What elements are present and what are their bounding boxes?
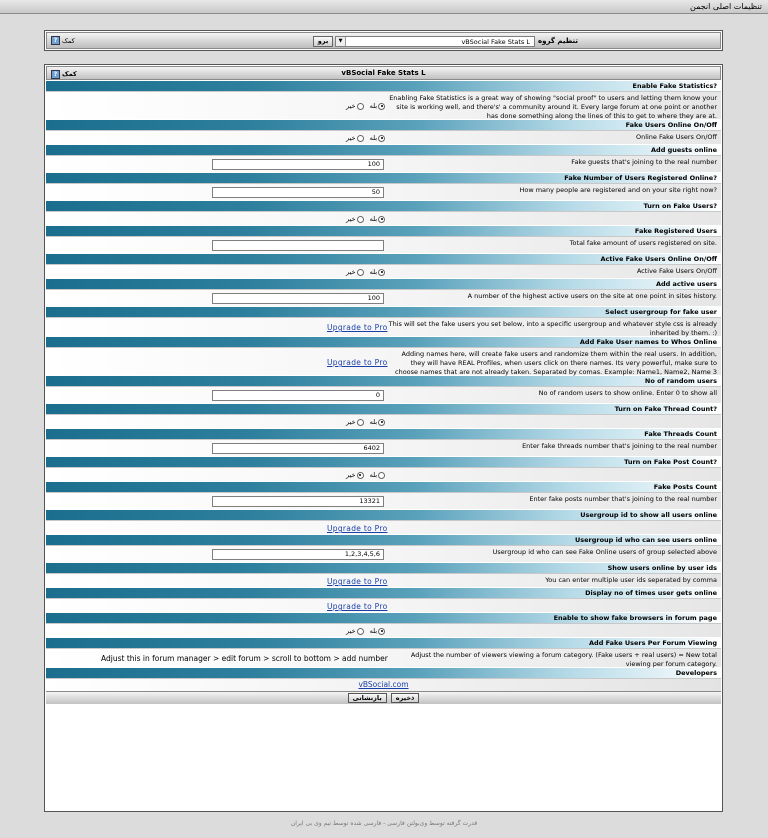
setting-header: Add guests online — [46, 144, 721, 155]
radio-button[interactable] — [378, 472, 385, 479]
radio-label: خیر — [346, 627, 356, 635]
radio-button[interactable] — [357, 472, 364, 479]
setting-description: Adding names here, will create fake users and randomize them within the real users. In addition, they will have REAL Profiles, when users click on there names. Its very powerful, make sure to choose names that are not already taken. Separated by comas. Example: Name1, Name2, Name 3 — [395, 350, 717, 376]
radio-button[interactable] — [357, 216, 364, 223]
radio-yes[interactable] — [370, 102, 385, 110]
radio-button[interactable] — [357, 628, 364, 635]
setting-input[interactable]: 0 — [212, 390, 384, 401]
upgrade-to-pro-link[interactable]: Upgrade to Pro — [327, 358, 388, 367]
settings-table — [44, 64, 723, 812]
setting-header: Fake Users Online On/Off — [46, 119, 721, 130]
help-icon: ? — [51, 36, 60, 45]
chevron-down-icon: ▼ — [336, 37, 346, 46]
setting-header: Enable to show fake browsers in forum page — [46, 612, 721, 623]
setting-input[interactable] — [212, 240, 384, 251]
setting-description: Adjust the number of viewers viewing a forum category. (Fake users + real users) = New total viewing per forum category. — [410, 651, 717, 668]
radio-no[interactable] — [346, 134, 364, 142]
setting-description: Usergroup id who can see Fake Online users of group selected above — [492, 548, 717, 556]
group-select-bar — [44, 30, 723, 51]
window-title: تنظیمات اصلی انجمن — [0, 0, 768, 14]
radio-no[interactable] — [346, 627, 364, 635]
setting-header: Add active users — [46, 278, 721, 289]
setting-row — [46, 386, 721, 403]
radio-label: خیر — [346, 102, 356, 110]
setting-description: Enabling Fake Statistics is a great way of showing "social proof" to users and letting them know your site is working well, and there's' a community around it. Every large forum at one point or another has done something along the lines of this to get to where they are at. — [389, 94, 717, 120]
setting-header: Fake Threads Count — [46, 428, 721, 439]
developers-link[interactable]: vBSocial.com — [358, 680, 409, 689]
setting-input[interactable]: 50 — [212, 187, 384, 198]
setting-header: Show users online by user ids — [46, 562, 721, 573]
setting-radio-group — [346, 627, 385, 635]
setting-header: Display no of times user gets online — [46, 587, 721, 598]
help-label: کمک — [62, 70, 77, 78]
setting-radio-group — [346, 215, 385, 223]
setting-row — [46, 492, 721, 509]
radio-no[interactable] — [346, 471, 364, 479]
setting-row — [46, 347, 721, 375]
radio-label: بله — [369, 418, 378, 426]
group-select-value: vBSocial Fake Stats L — [461, 37, 530, 46]
setting-header: Fake Posts Count — [46, 481, 721, 492]
setting-row — [46, 439, 721, 456]
upgrade-to-pro-link[interactable]: Upgrade to Pro — [327, 602, 388, 611]
radio-button[interactable] — [357, 103, 364, 110]
radio-label: خیر — [346, 134, 356, 142]
setting-header: Select usergroup for fake user — [46, 306, 721, 317]
group-select[interactable] — [335, 36, 535, 47]
radio-label: بله — [369, 215, 378, 223]
setting-header: Fake Number of Users Registered Online? — [46, 172, 721, 183]
radio-yes[interactable] — [370, 418, 385, 426]
setting-row — [46, 183, 721, 200]
setting-header: Usergroup id to show all users online — [46, 509, 721, 520]
radio-button[interactable] — [378, 269, 385, 276]
setting-row — [46, 91, 721, 119]
setting-header: Turn on Fake Users? — [46, 200, 721, 211]
radio-label: بله — [369, 471, 378, 479]
radio-no[interactable] — [346, 215, 364, 223]
group-select-label: تنظیم گروه — [538, 37, 578, 45]
setting-radio-group — [346, 268, 385, 276]
radio-button[interactable] — [357, 419, 364, 426]
go-button[interactable]: برو — [313, 36, 333, 47]
setting-header: Active Fake Users Online On/Off — [46, 253, 721, 264]
setting-row — [46, 545, 721, 562]
setting-row — [46, 155, 721, 172]
radio-no[interactable] — [346, 268, 364, 276]
setting-description: Total fake amount of users registered on site. — [569, 239, 717, 247]
setting-note: Adjust this in forum manager > edit forum > scroll to bottom > add number — [101, 654, 388, 663]
radio-no[interactable] — [346, 102, 364, 110]
setting-description: This will set the fake users you set below, into a specific usergroup and whatever style css is already inherited by them. :) — [388, 320, 717, 337]
setting-header: Turn on Fake Thread Count? — [46, 403, 721, 414]
upgrade-to-pro-link[interactable]: Upgrade to Pro — [327, 323, 388, 332]
developers-header: Developers — [46, 667, 721, 678]
radio-button[interactable] — [378, 628, 385, 635]
radio-label: بله — [369, 134, 378, 142]
radio-yes[interactable] — [370, 134, 385, 142]
setting-row — [46, 520, 721, 534]
setting-description: No of random users to show online. Enter 0 to show all — [538, 389, 717, 397]
setting-row — [46, 648, 721, 667]
setting-description: Fake guests that's joining to the real number — [571, 158, 717, 166]
reset-button[interactable]: بازنشانی — [348, 693, 387, 703]
radio-label: بله — [369, 268, 378, 276]
radio-label: خیر — [346, 471, 356, 479]
radio-button[interactable] — [357, 135, 364, 142]
setting-description: Enter fake threads number that's joining to the real number — [522, 442, 717, 450]
setting-row — [46, 264, 721, 278]
help-icon: ? — [51, 70, 60, 79]
setting-header: Add Fake Users Per Forum Viewing — [46, 637, 721, 648]
copyright: قدرت گرفته توسط وی‌بولتن فارسی - فارسی شده توسط تیم وی بی ایران — [290, 820, 478, 827]
setting-header: Add Fake User names to Whos Online — [46, 336, 721, 347]
radio-yes[interactable] — [370, 215, 385, 223]
radio-button[interactable] — [378, 103, 385, 110]
setting-row — [46, 317, 721, 336]
setting-input[interactable]: 6402 — [212, 443, 384, 454]
setting-row — [46, 211, 721, 225]
setting-header: Enable Fake Statistics? — [46, 80, 721, 91]
button-row — [46, 691, 721, 704]
setting-radio-group — [346, 102, 385, 110]
setting-input[interactable]: 100 — [212, 159, 384, 170]
setting-radio-group — [346, 418, 385, 426]
setting-header: Turn on Fake Post Count? — [46, 456, 721, 467]
radio-button[interactable] — [378, 419, 385, 426]
radio-no[interactable] — [346, 418, 364, 426]
radio-label: خیر — [346, 215, 356, 223]
radio-label: خیر — [346, 268, 356, 276]
setting-input[interactable]: 13321 — [212, 496, 384, 507]
setting-row — [46, 573, 721, 587]
setting-row — [46, 289, 721, 306]
setting-header: No of random users — [46, 375, 721, 386]
table-title: vBSocial Fake Stats L — [341, 69, 426, 77]
radio-yes[interactable] — [370, 268, 385, 276]
setting-description: A number of the highest active users on the site at one point in sites history. — [467, 292, 717, 300]
settings-rows — [46, 80, 721, 667]
radio-button[interactable] — [378, 135, 385, 142]
table-help-link[interactable] — [51, 68, 77, 80]
help-link[interactable] — [51, 36, 75, 45]
setting-row — [46, 414, 721, 428]
setting-description: How many people are registered and on your site right now? — [519, 186, 717, 194]
help-label: کمک — [62, 36, 75, 45]
radio-button[interactable] — [357, 269, 364, 276]
setting-description: You can enter multiple user ids seperated by comma — [545, 576, 717, 584]
setting-description: Online Fake Users On/Off — [635, 133, 717, 141]
setting-radio-group — [346, 471, 385, 479]
setting-header: Usergroup id who can see users online — [46, 534, 721, 545]
table-header — [46, 66, 721, 80]
setting-row — [46, 623, 721, 637]
group-select-inner — [46, 32, 721, 49]
setting-row — [46, 467, 721, 481]
setting-header: Fake Registered Users — [46, 225, 721, 236]
radio-button[interactable] — [378, 216, 385, 223]
setting-row — [46, 598, 721, 612]
setting-row — [46, 236, 721, 253]
setting-row — [46, 130, 721, 144]
radio-label: بله — [369, 102, 378, 110]
upgrade-to-pro-link[interactable]: Upgrade to Pro — [327, 577, 388, 586]
setting-input[interactable]: 100 — [212, 293, 384, 304]
save-button[interactable]: ذخیره — [391, 693, 420, 703]
radio-yes[interactable] — [370, 627, 385, 635]
radio-label: خیر — [346, 418, 356, 426]
setting-radio-group — [346, 134, 385, 142]
setting-description: Enter fake posts number that's joining to the real number — [529, 495, 717, 503]
setting-description: Active Fake Users On/Off — [636, 267, 717, 275]
upgrade-to-pro-link[interactable]: Upgrade to Pro — [327, 524, 388, 533]
setting-input[interactable]: 1,2,3,4,5,6 — [212, 549, 384, 560]
radio-yes[interactable] — [370, 471, 385, 479]
radio-label: بله — [369, 627, 378, 635]
developers-row — [46, 678, 721, 691]
